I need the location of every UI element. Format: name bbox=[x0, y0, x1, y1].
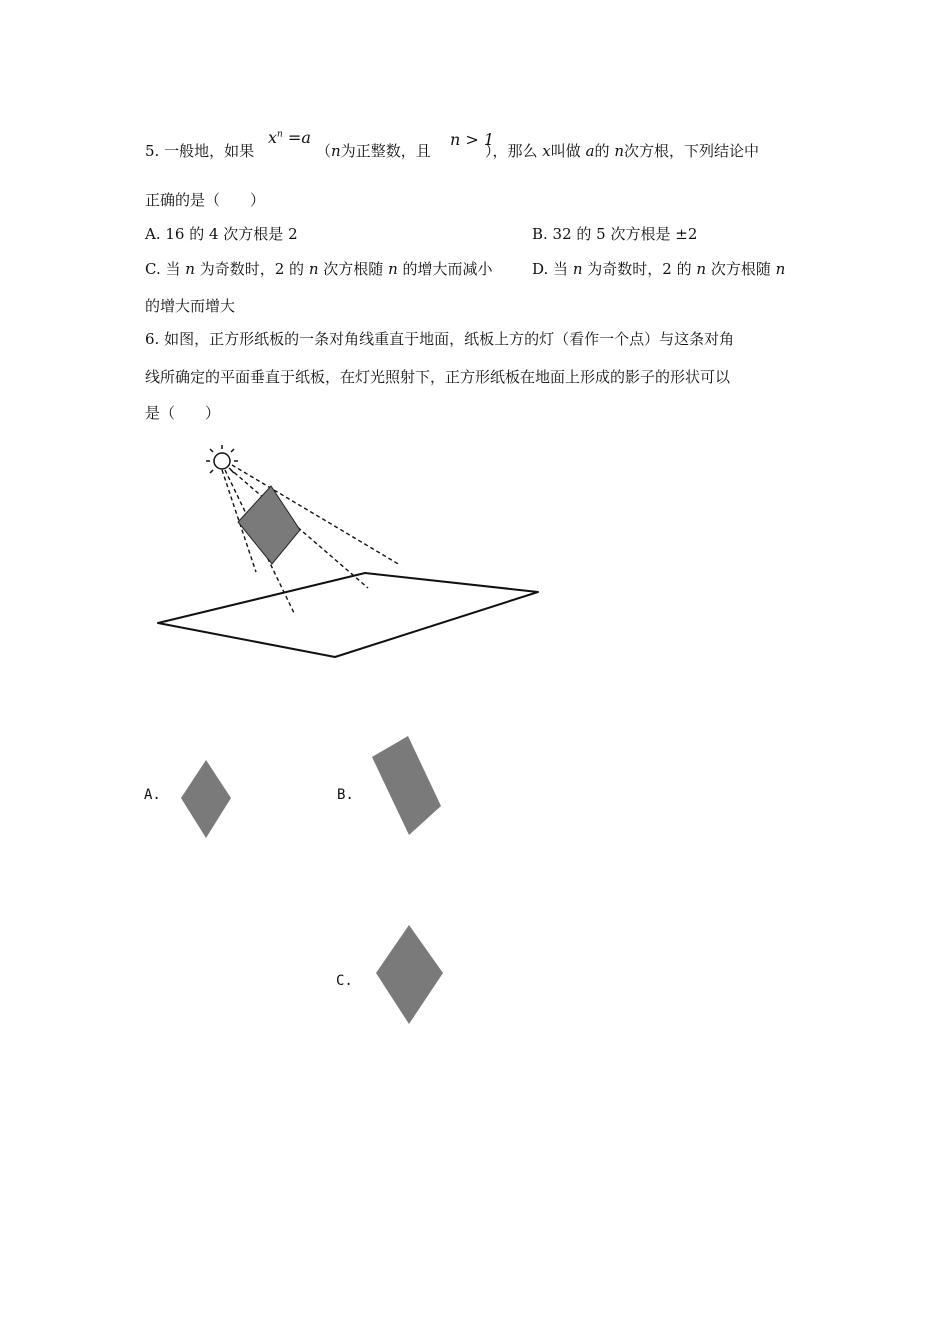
formula-rest: =a bbox=[287, 128, 311, 147]
option-d-mid: 为奇数时，2 的 bbox=[587, 260, 692, 278]
text-of: 的 bbox=[594, 142, 610, 160]
option-c-var2: n bbox=[308, 260, 319, 278]
q5-option-d-continued: 的增大而增大 bbox=[145, 297, 236, 315]
formula-exponent: n bbox=[277, 129, 283, 140]
choice-b-label[interactable]: B. bbox=[337, 787, 354, 803]
square-board bbox=[238, 486, 300, 564]
q5-inequality: n > 1 bbox=[450, 130, 495, 149]
var-n: n bbox=[614, 142, 624, 160]
choice-c-label[interactable]: C. bbox=[336, 973, 353, 989]
var-x: x bbox=[542, 142, 551, 160]
choice-a-label[interactable]: A. bbox=[144, 787, 161, 803]
q6-line1: 6. 如图，正方形纸板的一条对角线重直于地面，纸板上方的灯（看作一个点）与这条对角 bbox=[145, 330, 735, 348]
condition-close: ），那么 bbox=[485, 142, 538, 160]
choice-a-shape bbox=[181, 760, 231, 838]
condition-text: 为正整数，且 bbox=[340, 142, 431, 160]
lamp-icon bbox=[206, 445, 238, 473]
option-c-var3: n bbox=[388, 260, 398, 278]
choice-b-shape bbox=[372, 736, 441, 835]
condition-var: n bbox=[331, 142, 341, 160]
choice-c-shape bbox=[376, 925, 443, 1024]
condition-open: （ bbox=[316, 142, 332, 160]
light-rays bbox=[222, 465, 400, 615]
option-d-mid2: 次方根随 bbox=[710, 260, 771, 278]
option-c-end: 的增大而减小 bbox=[402, 260, 493, 278]
q5-number: 5. bbox=[145, 142, 160, 160]
option-c-var: n bbox=[185, 260, 195, 278]
formula-base: x bbox=[268, 128, 278, 147]
option-d-var: n bbox=[572, 260, 583, 278]
ground-plane bbox=[158, 573, 538, 657]
option-d-var2: n bbox=[696, 260, 707, 278]
q6-line3: 是（ ） bbox=[145, 404, 221, 422]
option-c-mid: 为奇数时，2 的 bbox=[199, 260, 305, 278]
option-d-pre: D. 当 bbox=[532, 260, 569, 278]
option-c-pre: C. 当 bbox=[145, 260, 181, 278]
text-call: 叫做 bbox=[550, 142, 581, 160]
option-d-var3: n bbox=[775, 260, 786, 278]
option-c-mid2: 次方根随 bbox=[323, 260, 384, 278]
var-a: a bbox=[585, 142, 595, 160]
q5-option-b: B. 32 的 5 次方根是 ±2 bbox=[532, 225, 698, 243]
text-tail: 次方根，下列结论中 bbox=[623, 142, 759, 160]
q5-intro: 一般地，如果 bbox=[164, 142, 255, 160]
q6-line2: 线所确定的平面垂直于纸板，在灯光照射下，正方形纸板在地面上形成的影子的形状可以 bbox=[145, 368, 731, 386]
q5-option-a: A. 16 的 4 次方根是 2 bbox=[145, 225, 298, 243]
q5-line2: 正确的是（ ） bbox=[145, 191, 266, 209]
